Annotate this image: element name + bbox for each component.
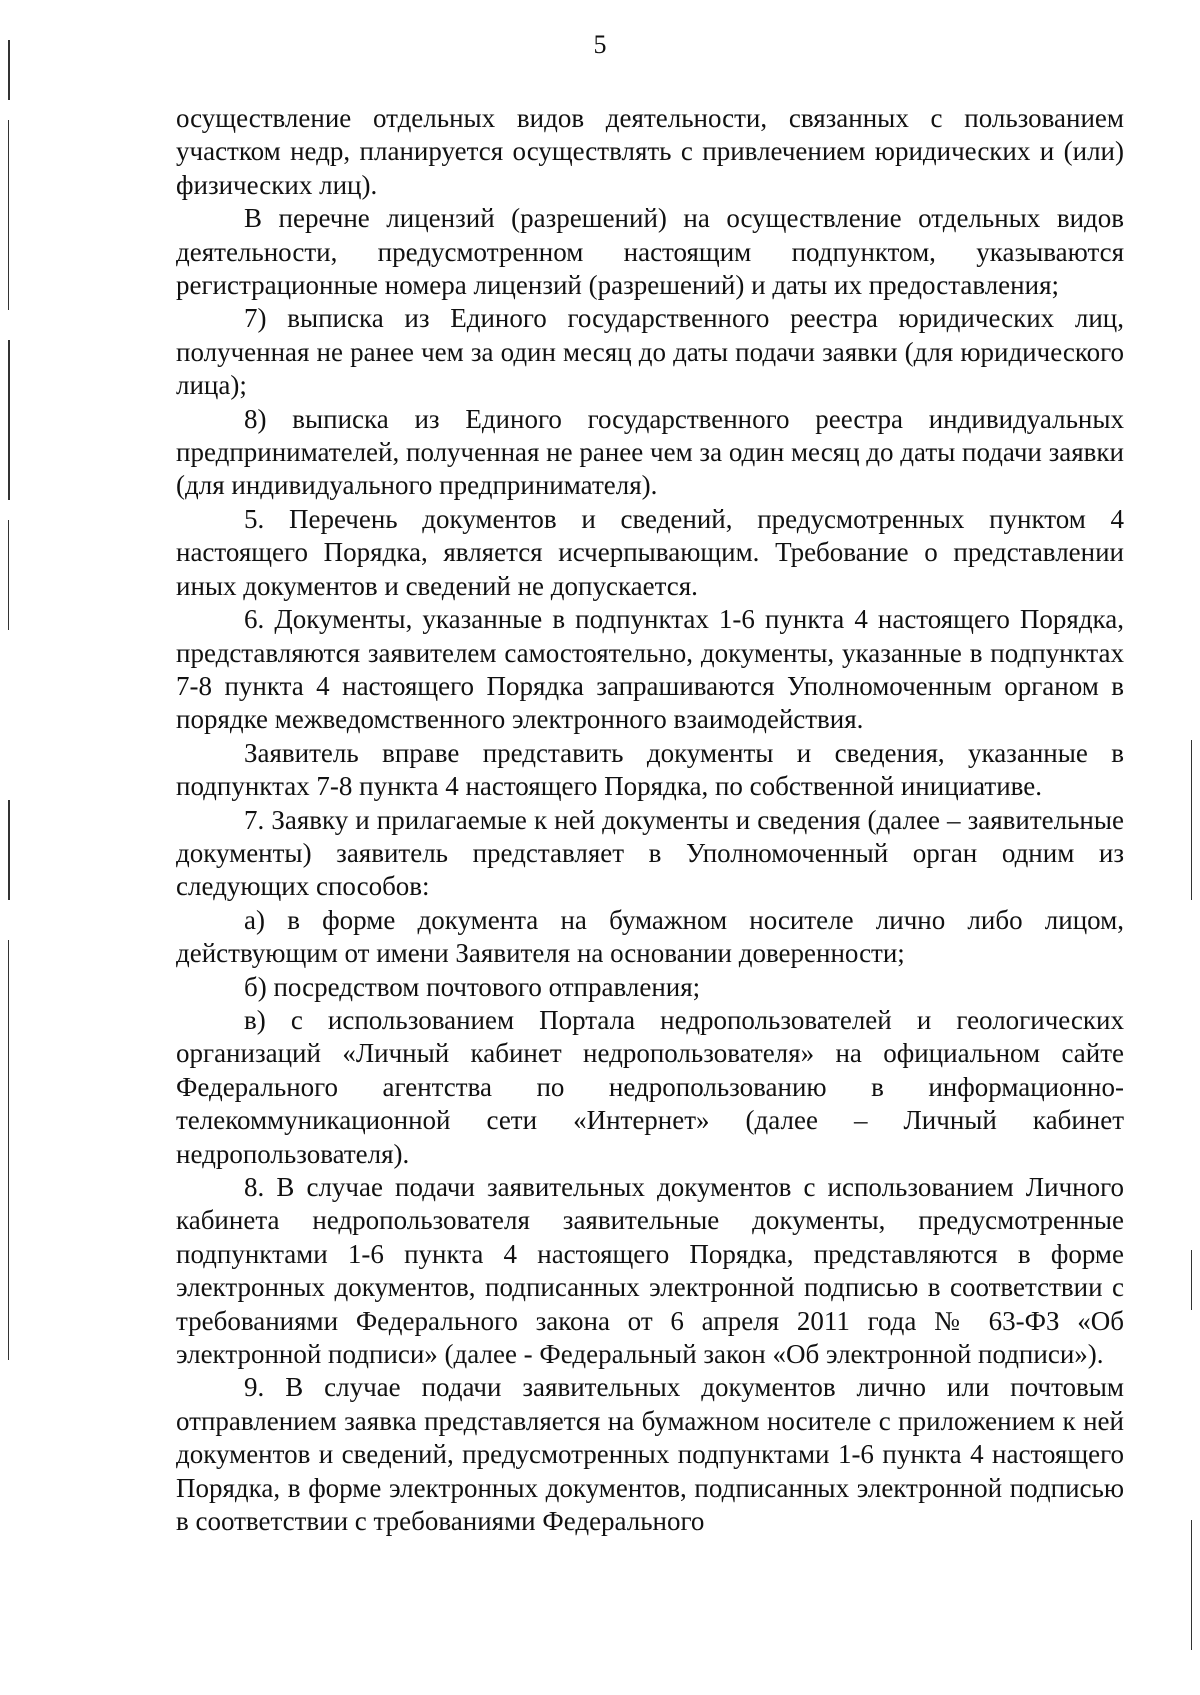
list-item: а) в форме документа на бумажном носителе лично либо лицом, действующим от имени Заявителя на основании доверенности;: [176, 904, 1124, 969]
page-number: 5: [593, 30, 607, 59]
scan-margin-line: [1191, 1250, 1192, 1310]
scan-margin-line: [8, 520, 9, 630]
list-item: б) посредством почтового отправления;: [244, 971, 701, 1002]
list-item: 7) выписка из Единого государственного реестра юридических лиц, полученная не ранее чем за один месяц до даты подачи заявки (для юридического лица);: [176, 303, 1124, 401]
paragraph: 8. В случае подачи заявительных документов с использованием Личного кабинета недропользователя заявительные документы, предусмотренные подпунктами 1-6 пункта 4 настоящего Порядка, представляются в форме электронных документов, подписанных электронной подписью в соответствии с требованиями Федерального закона от 6 апреля 2011 года № 63-ФЗ «Об электронной подписи» (далее - Федеральный закон «Об электронной подписи»).: [176, 1172, 1124, 1370]
paragraph: осуществление отдельных видов деятельности, связанных с пользованием участком недр, планируется осуществлять с привлечением юридических и (или) физических лиц).: [176, 103, 1124, 200]
paragraph: В перечне лицензий (разрешений) на осуществление отдельных видов деятельности, предусмотренном настоящим подпунктом, указываются регистрационные номера лицензий (разрешений) и даты их предоставления;: [176, 203, 1124, 301]
list-item: в) с использованием Портала недропользователей и геологических организаций «Личный кабинет недропользователя» на официальном сайте Федерального агентства по недропользованию в информационно-телекоммуникационной сети «Интернет» (далее – Личный кабинет недропользователя).: [176, 1004, 1124, 1169]
scan-margin-line: [1191, 1520, 1192, 1650]
scan-margin-line: [8, 120, 9, 310]
paragraph: 7. Заявку и прилагаемые к ней документы и сведения (далее – заявительные документы) заявитель представляет в Уполномоченный орган одним из следующих способов:: [176, 804, 1124, 902]
document-body: [176, 102, 1124, 1538]
scan-margin-line: [8, 340, 10, 500]
scan-margin-line: [8, 800, 10, 900]
list-item: 8) выписка из Единого государственного реестра индивидуальных предпринимателей, полученная не ранее чем за один месяц до даты подачи заявки (для индивидуального предпринимателя).: [176, 403, 1124, 501]
paragraph: Заявитель вправе представить документы и сведения, указанные в подпунктах 7-8 пункта 4 настоящего Порядка, по собственной инициативе.: [176, 737, 1124, 802]
paragraph: 6. Документы, указанные в подпунктах 1-6 пункта 4 настоящего Порядка, представляются заявителем самостоятельно, документы, указанные в подпунктах 7-8 пункта 4 настоящего Порядка запрашиваются Уполномоченным органом в порядке межведомственного электронного взаимодействия.: [176, 604, 1124, 735]
paragraph: 9. В случае подачи заявительных документов лично или почтовым отправлением заявка представляется на бумажном носителе с приложением к ней документов и сведений, предусмотренных подпунктами 1-6 пункта 4 настоящего Порядка, в форме электронных документов, подписанных электронной подписью в соответствии с требованиями Федерального: [176, 1372, 1124, 1537]
paragraph: 5. Перечень документов и сведений, предусмотренных пунктом 4 настоящего Порядка, является исчерпывающим. Требование о представлении иных документов и сведений не допускается.: [176, 503, 1124, 601]
scan-margin-line: [1191, 740, 1192, 900]
scan-margin-line: [8, 940, 9, 1360]
